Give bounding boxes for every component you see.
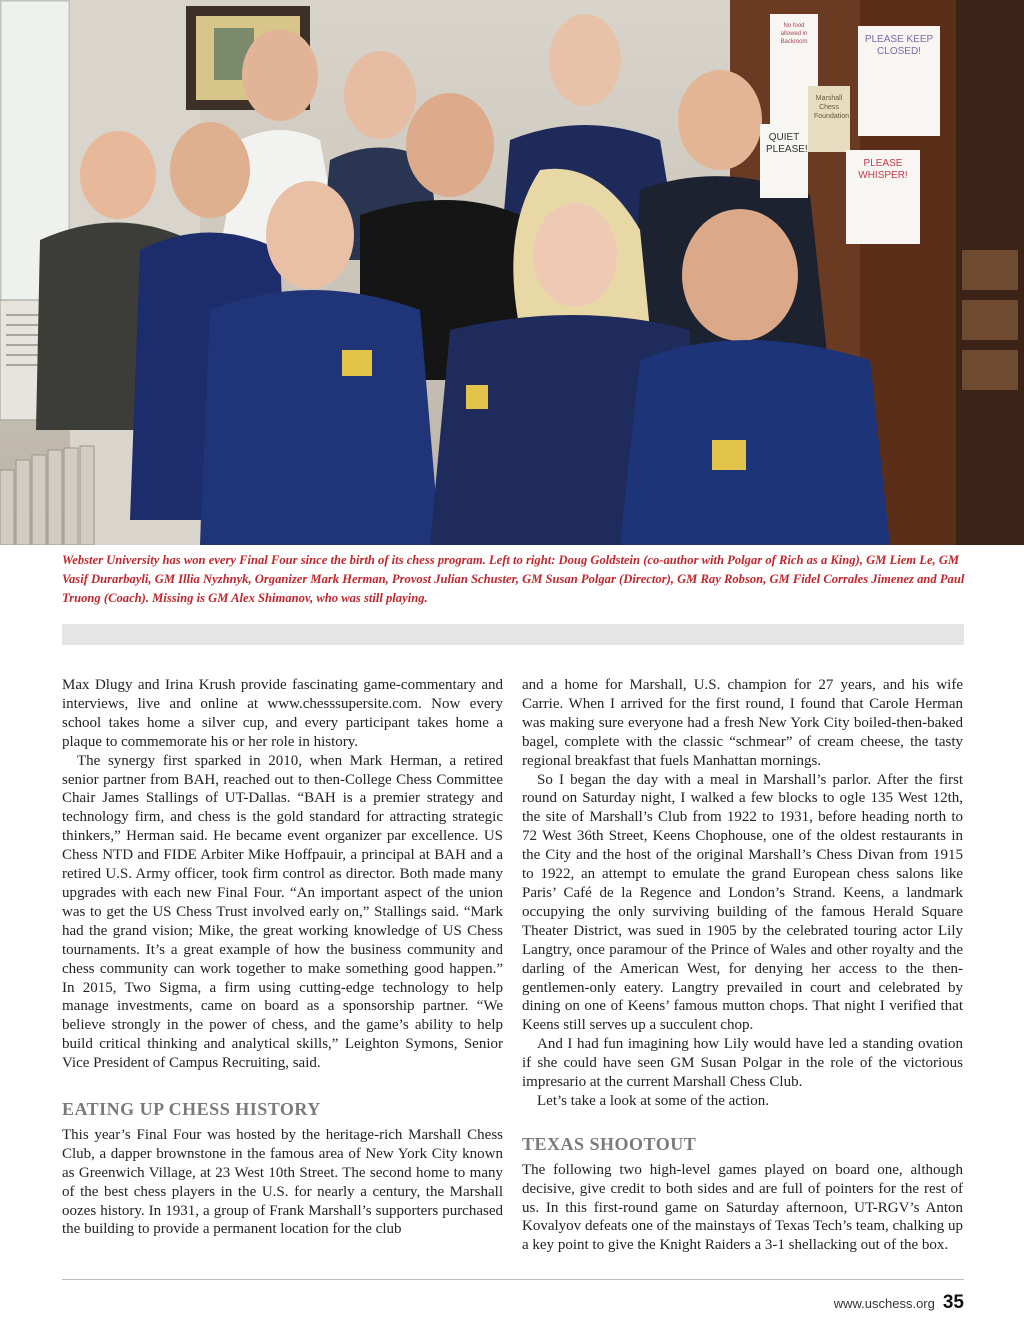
paragraph: The following two high-level games played on board one, although decisive, give credit to both sides and are full of pointers for the rest of us. In this first-round game on Saturday afternoon, UT-RGV’s Anton Kovalyov defeats one of the mainstays of Texas Tech’s team, chalking up a key point to give the Knight Raiders a 3-1 shellacking out of the box. bbox=[522, 1161, 963, 1254]
footer-rule bbox=[62, 1279, 964, 1280]
section-heading: EATING UP CHESS HISTORY bbox=[62, 1099, 321, 1120]
divider-band bbox=[62, 624, 964, 645]
article-left-column bbox=[62, 676, 503, 1239]
foundation-plaque: Marshall Chess Foundation bbox=[808, 86, 850, 152]
footer-url: www.uschess.org bbox=[833, 1296, 935, 1311]
article-right-column bbox=[522, 676, 963, 1255]
paragraph: and a home for Marshall, U.S. champion for 27 years, and his wife Carrie. When I arrived for the first round, I found that Carole Herman was making sure everyone had a fresh New York City boiled-then-baked bagel, complete with the classic “schmear” of cream cheese, the tasty regional breakfast that fuels Manhattan mornings. bbox=[522, 677, 963, 769]
team-photo bbox=[0, 0, 1024, 545]
paragraph: And I had fun imagining how Lily would have led a standing ovation if she could have seen GM Susan Polgar in the role of the victorious impresario at the current Marshall Chess Club. bbox=[522, 1036, 963, 1091]
section-heading: TEXAS SHOOTOUT bbox=[522, 1133, 697, 1154]
paragraph: Max Dlugy and Irina Krush provide fascinating game-commentary and interviews, live and online at www.chesssupersite.com. Now every school takes home a silver cup, and every participant takes home a plaque to commemorate his or her role in history. bbox=[62, 677, 503, 750]
whisper-sign: PLEASE WHISPER! bbox=[846, 150, 920, 244]
paragraph: So I began the day with a meal in Marshall’s parlor. After the first round on Saturday night, I walked a few blocks to ogle 135 West 12th, the site of Marshall’s Club from 1922 to 1931, before heading north to 72 West 36th Street, Keens Chophouse, one of the oldest restaurants in the City and the host of the original Marshall’s Chess Divan from 1915 to 1922, an attempt to emulate the grand European chess salons like Paris’ Café de la Regence and London’s Strand. Keens, a landmark occupying the only surviving building of the famous Herald Square Theater District, was sued in 1905 by the celebrated touring actor Lily Langtry, once paramour of the Prince of Wales and other royalty and the darling of the American West, for denying her access to the then-gentlemen-only eatery. Langtry prevailed in court and celebrated by dining on one of Keens’ famous mutton chops. That night I verified that Keens still serves up a succulent chop. bbox=[522, 771, 963, 1034]
keep-closed-sign: PLEASE KEEP CLOSED! bbox=[858, 26, 940, 136]
page-footer bbox=[834, 1292, 964, 1314]
page-number: 35 bbox=[942, 1292, 964, 1313]
no-food-sign: No food allowed in Backroom bbox=[770, 14, 818, 124]
paragraph: The synergy first sparked in 2010, when Mark Herman, a retired senior partner from BAH, reached out to then-College Chess Committee Chair James Stallings of UT-Dallas. “BAH is a premier strategy and technology firm, and chess is the gold standard for attracting strategic thinkers,” Herman said. He became event organizer par excellence. US Chess NTD and FIDE Arbiter Mike Hoffpauir, a principal at BAH and a retired U.S. Army officer, took firm control as director. Both made many upgrades with each new Final Four. “An important aspect of the union was to get the US Chess Trust involved early on,” Stallings said. “Mark had the grand vision; Mike, the great working knowledge of US Chess tournaments. It’s a great example of how the business community and chess community can work together to make something good happen.” In 2015, Two Sigma, a firm using cutting-edge technology to help manage investments, came on board as a sponsorship partner. “We believe strongly in the power of chess, and the game’s ability to help build critical thinking and analytical skills,” Leighton Symons, Senior Vice President of Campus Recruiting, said. bbox=[62, 752, 503, 1072]
photo-caption: Webster University has won every Final Four since the birth of its chess program. Left to right: Doug Goldstein (co-author with Polgar of Rich as a King), GM Liem Le, GM Vasif Durarbayli, GM Illia Nyzhnyk, Organizer Mark Herman, Provost Julian Schuster, GM Susan Polgar (Director), GM Ray Robson, GM Fidel Corrales Jimenez and Paul Truong (Coach). Missing is GM Alex Shimanov, who was still playing. bbox=[62, 553, 965, 605]
paragraph: This year’s Final Four was hosted by the heritage-rich Marshall Chess Club, a dapper brownstone in the famous area of New York City known as Greenwich Village, at 23 West 10th Street. The second home to many of the best chess players in the U.S. for nearly a century, the Marshall oozes history. In 1931, a group of Frank Marshall’s supporters purchased the building to provide a permanent location for the club bbox=[62, 1126, 503, 1238]
quiet-sign: QUIET PLEASE! bbox=[760, 124, 808, 198]
paragraph: Let’s take a look at some of the action. bbox=[537, 1092, 770, 1109]
